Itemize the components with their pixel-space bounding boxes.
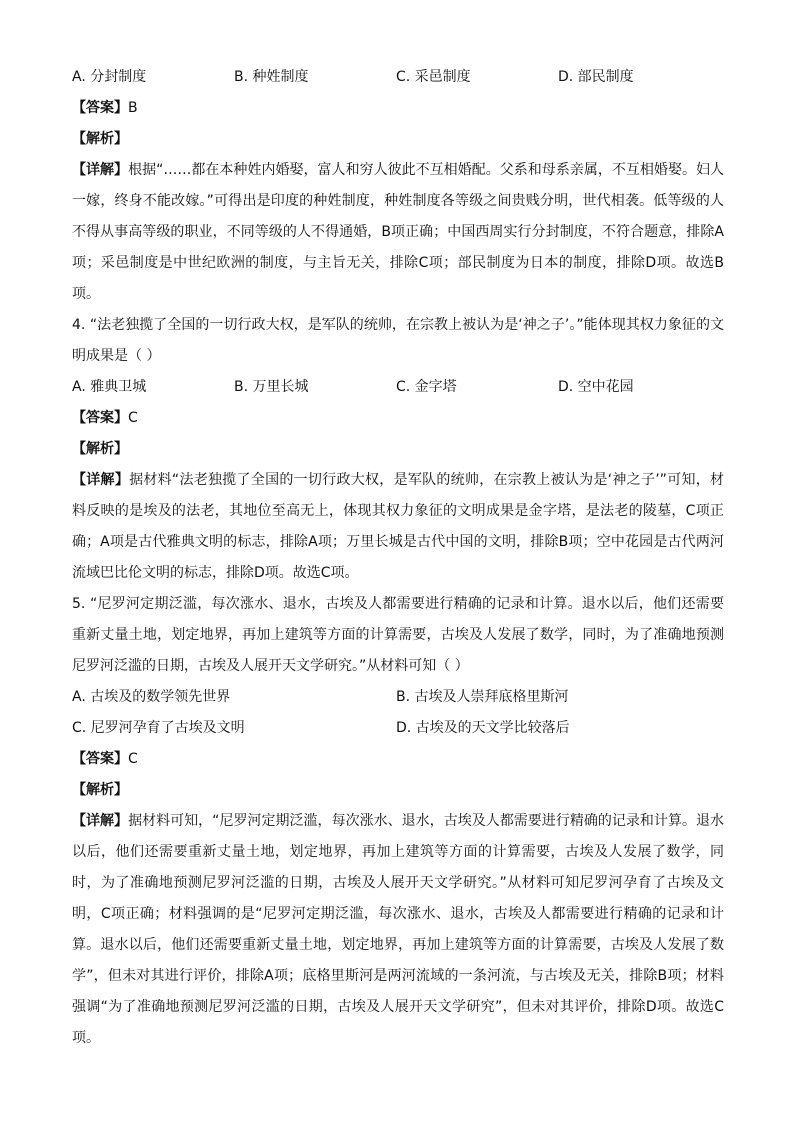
- q4-option-d: D. 空中花园: [558, 379, 634, 395]
- answer-label: 【答案】: [72, 751, 128, 767]
- q4-options: [72, 372, 724, 403]
- q4-detail: [72, 465, 724, 589]
- answer-label: 【答案】: [72, 100, 128, 116]
- document-page: [72, 62, 724, 1054]
- q5-detail: [72, 806, 724, 1054]
- analysis-label: 【解析】: [72, 131, 128, 147]
- q5-answer: [72, 744, 724, 775]
- q5-option-b: B. 古埃及人崇拜底格里斯河: [396, 689, 569, 705]
- answer-label: 【答案】: [72, 410, 128, 426]
- q3-option-d: D. 部民制度: [558, 69, 634, 85]
- analysis-label: 【解析】: [72, 441, 128, 457]
- q4-answer: [72, 403, 724, 434]
- q4-stem: 4. “法老独揽了全国的一切行政大权，是军队的统帅，在宗教上被认为是‘神之子’。”能体现其权力象征的文明成果是（ ）: [72, 317, 724, 364]
- analysis-label: 【解析】: [72, 782, 128, 798]
- detail-label: 【详解】: [72, 162, 129, 178]
- answer-value: C: [128, 751, 138, 767]
- q5-option-d: D. 古埃及的天文学比较落后: [396, 720, 570, 736]
- q5-option-a: A. 古埃及的数学领先世界: [72, 689, 231, 705]
- detail-text: 据材料“法老独揽了全国的一切行政大权，是军队的统帅，在宗教上被认为是‘神之子’”可知，材料反映的是埃及的法老，其地位至高无上，体现其权力象征的文明成果是金字塔，是法老的陵墓，C项正确；A项是古代雅典文明的标志，排除A项；万里长城是古代中国的文明，排除B项；空中花园是古代两河流域巴比伦文明的标志，排除D项。故选C项。: [72, 472, 725, 581]
- q5-analysis-heading: [72, 775, 724, 806]
- q4-option-b: B. 万里长城: [234, 379, 309, 395]
- q4-option-a: A. 雅典卫城: [72, 379, 147, 395]
- answer-value: B: [128, 100, 138, 116]
- q5-options-row2: [72, 713, 724, 744]
- q5-option-c: C. 尼罗河孕育了古埃及文明: [72, 720, 245, 736]
- q3-option-c: C. 采邑制度: [396, 69, 471, 85]
- q3-analysis-heading: [72, 124, 724, 155]
- detail-label: 【详解】: [72, 813, 129, 829]
- detail-text: 根据“……都在本种姓内婚娶，富人和穷人彼此不互相婚配。父系和母系亲属，不互相婚娶。妇人一嫁，终身不能改嫁。”可得出是印度的种姓制度，种姓制度各等级之间贵贱分明，世代相袭。低等级的人不得从事高等级的职业，不同等级的人不得通婚，B项正确；中国西周实行分封制度，不符合题意，排除A项；采邑制度是中世纪欧洲的制度，与主旨无关，排除C项；部民制度为日本的制度，排除D项。故选B项。: [72, 162, 724, 302]
- answer-value: C: [128, 410, 138, 426]
- q3-option-a: A. 分封制度: [72, 69, 147, 85]
- detail-text: 据材料可知，“尼罗河定期泛滥，每次涨水、退水，古埃及人都需要进行精确的记录和计算。退水以后，他们还需要重新丈量土地，划定地界，再加上建筑等方面的计算需要，古埃及人发展了数学，同时，为了准确地预测尼罗河泛滥的日期，古埃及人展开天文学研究。”从材料可知尼罗河孕育了古埃及文明，C项正确；材料强调的是“尼罗河定期泛滥，每次涨水、退水，古埃及人都需要进行精确的记录和计算。退水以后，他们还需要重新丈量土地，划定地界，再加上建筑等方面的计算需要，古埃及人发展了数学”，但未对其进行评价，排除A项；底格里斯河是两河流域的一条河流，与古埃及无关，排除B项；材料强调“为了准确地预测尼罗河泛滥的日期，古埃及人展开天文学研究”，但未对其评价，排除D项。故选C项。: [72, 813, 724, 1046]
- q4-analysis-heading: [72, 434, 724, 465]
- q3-option-b: B. 种姓制度: [234, 69, 309, 85]
- q3-detail: [72, 155, 724, 310]
- q3-options: [72, 62, 724, 93]
- q3-answer: [72, 93, 724, 124]
- q5-stem: 5. “尼罗河定期泛滥，每次涨水、退水，古埃及人都需要进行精确的记录和计算。退水以后，他们还需要重新丈量土地，划定地界，再加上建筑等方面的计算需要，古埃及人发展了数学，同时，为了准确地预测尼罗河泛滥的日期，古埃及人展开天文学研究。”从材料可知（ ）: [72, 596, 724, 674]
- q4-option-c: C. 金字塔: [396, 379, 457, 395]
- detail-label: 【详解】: [72, 472, 130, 488]
- q5-options-row1: [72, 682, 724, 713]
